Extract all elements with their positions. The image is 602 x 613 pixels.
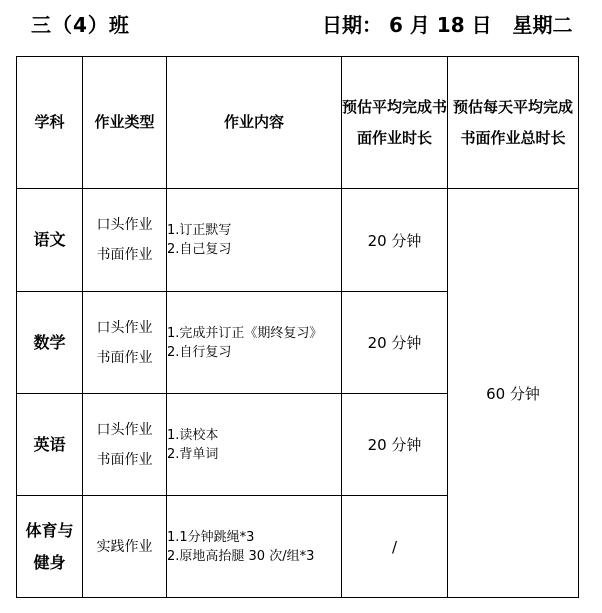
header-subject: 学科: [17, 57, 83, 189]
content-line: 1.读校本: [167, 427, 219, 443]
content-cell: [167, 394, 342, 496]
type-line: 口头作业: [96, 421, 153, 438]
time-cell: 20 分钟: [342, 292, 448, 394]
type-line: 书面作业: [96, 247, 153, 263]
table-header-row: [17, 57, 579, 189]
type-cell: [83, 394, 167, 496]
type-line: 口头作业: [96, 319, 153, 336]
subject-cell: 英语: [17, 394, 83, 496]
content-line: 1.1分钟跳绳*3: [167, 529, 255, 545]
content-line: 1.订正默写: [167, 223, 232, 238]
subject-cell: 数学: [17, 292, 83, 394]
type-line: 书面作业: [96, 451, 153, 468]
daily-total-cell: 60 分钟: [448, 189, 579, 598]
header-daily-total: 预估每天平均完成书面作业总时长: [448, 57, 579, 189]
homework-table: [16, 56, 579, 598]
type-cell: [83, 189, 167, 292]
time-cell: 20 分钟: [342, 394, 448, 496]
type-line: 口头作业: [96, 217, 153, 233]
content-cell: [167, 292, 342, 394]
time-cell: 20 分钟: [342, 189, 448, 292]
document-header: [0, 0, 602, 50]
header-type: 作业类型: [83, 57, 167, 189]
content-line: 1.完成并订正《期终复习》: [167, 325, 323, 341]
content-cell: [167, 189, 342, 292]
subject-cell: 体育与健身: [17, 496, 83, 598]
header-avg-time: 预估平均完成书面作业时长: [342, 57, 448, 189]
subject-cell: 语文: [17, 189, 83, 292]
type-line: 实践作业: [96, 538, 153, 555]
type-line: 书面作业: [96, 349, 153, 366]
content-line: 2.自己复习: [167, 242, 232, 257]
type-cell: [83, 496, 167, 598]
date-line: 日期： 6 月 18 日 星期二: [322, 13, 573, 37]
header-content: 作业内容: [167, 57, 342, 189]
content-line: 2.背单词: [167, 446, 219, 462]
content-cell: [167, 496, 342, 598]
table-row: [17, 189, 579, 292]
time-cell: /: [342, 496, 448, 598]
type-cell: [83, 292, 167, 394]
content-line: 2.原地高抬腿 30 次/组*3: [167, 548, 315, 564]
class-title: 三（4）班: [31, 13, 130, 37]
content-line: 2.自行复习: [167, 344, 232, 360]
